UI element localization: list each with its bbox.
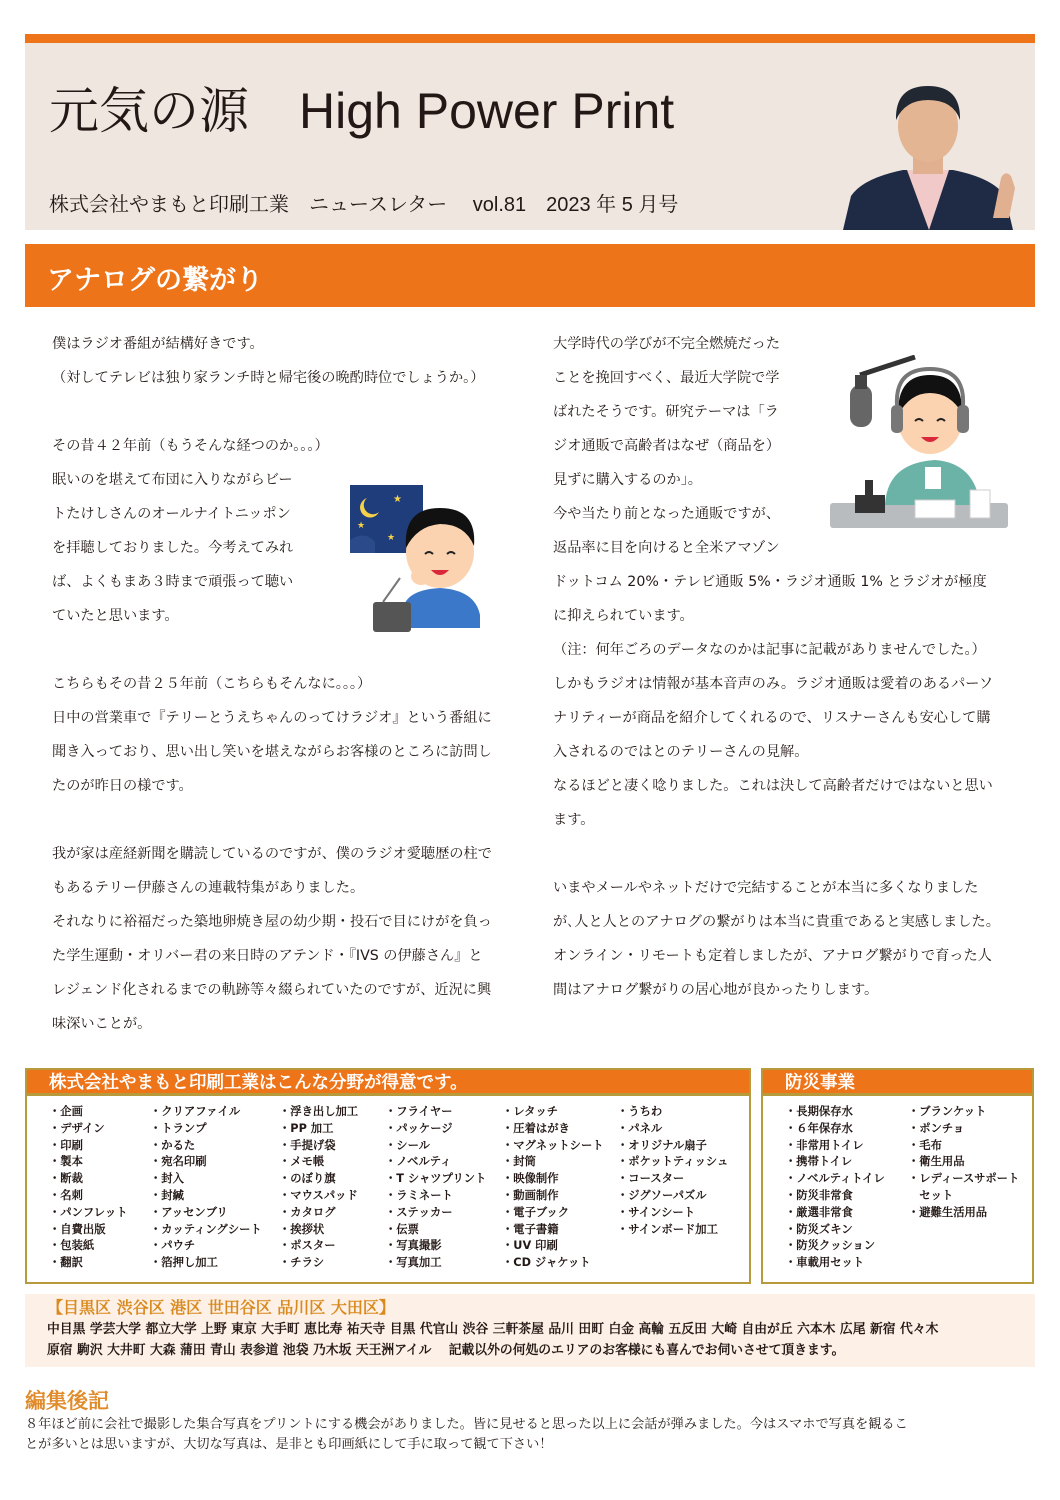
service-item: ・電子書籍: [502, 1222, 559, 1236]
service-item: ・PP 加工: [279, 1121, 334, 1135]
service-item: ・ポスター: [279, 1239, 336, 1253]
article-line: 聞き入っており、思い出し笑いを堪えながらお客様のところに訪問し: [52, 744, 492, 760]
article-line: 入されるのではとのテリーさんの見解。: [553, 744, 809, 760]
article-line: 日中の営業車で『テリーとうえちゃんのってけラジオ』という番組に: [52, 710, 492, 726]
bousai-item: ・レディースサポート: [908, 1172, 1020, 1186]
service-item: ・コースター: [617, 1172, 685, 1186]
article-headline-bar: [25, 244, 1035, 307]
article-line: トたけしさんのオールナイトニッポン: [52, 506, 291, 522]
article-headline: アナログの繋がり: [47, 265, 263, 296]
service-item: ・サインシート: [617, 1205, 696, 1219]
strengths-column: [502, 1104, 617, 1272]
service-item: ・箔押し加工: [150, 1256, 218, 1270]
postscript-title: 編集後記: [25, 1389, 109, 1413]
strengths-column: [617, 1104, 737, 1272]
bousai-column: [785, 1104, 908, 1272]
bousai-item: ・ブランケット: [908, 1105, 987, 1118]
postscript-line: ８年ほど前に会社で撮影した集合写真をプリントにする機会がありました。皆に見せると思った以上に会話が弾みました。今はスマホで写真を観るこ: [25, 1417, 908, 1432]
article-line: しかもラジオは情報が基本音声のみ。ラジオ通販は愛着のあるパーソ: [553, 676, 994, 692]
bousai-item: ・携帯トイレ: [785, 1155, 853, 1169]
service-item: ・ラミネート: [385, 1188, 453, 1202]
article-line: 味深いことが。: [52, 1016, 152, 1032]
article-line: ことを挽回すべく、最近大学院で学: [553, 370, 780, 386]
bousai-item: ・ノベルティトイレ: [785, 1172, 885, 1186]
service-item: ・カタログ: [279, 1205, 336, 1219]
service-item: ・断裁: [49, 1172, 83, 1186]
service-item: ・マウスパッド: [279, 1188, 358, 1202]
service-item: ・パウチ: [150, 1239, 196, 1253]
article-line: ばれたそうです。研究テーマは「ラ: [553, 404, 779, 420]
author-portrait-photo: [833, 78, 1023, 230]
article-line: オンライン・リモートも定着しましたが、アナログ繋がりで育った人: [553, 948, 992, 964]
bousai-item: ・６年保存水: [785, 1121, 853, 1135]
article-line: それなりに裕福だった築地卵焼き屋の幼少期・投石で目にけがを負っ: [52, 914, 492, 930]
service-area-title: 【目黒区 渋谷区 港区 世田谷区 品川区 大田区】: [47, 1298, 395, 1317]
service-item: ・浮き出し加工: [279, 1105, 359, 1118]
top-accent-bar: [25, 34, 1035, 43]
service-item: ・シール: [385, 1138, 430, 1152]
boy-listening-radio-illustration: [345, 480, 490, 640]
strengths-column: [385, 1104, 502, 1272]
bousai-item: ・ポンチョ: [908, 1121, 965, 1135]
strengths-column: [279, 1104, 385, 1272]
service-item: ・自費出版: [49, 1222, 106, 1236]
article-line: 返品率に目を向けると全米アマゾン: [553, 540, 780, 556]
service-item: ・写真撮影: [385, 1239, 442, 1253]
service-item: ・封筒: [502, 1155, 536, 1169]
bousai-item: ・防災クッション: [785, 1239, 876, 1253]
article-line: [52, 803, 522, 837]
service-area-box: [25, 1294, 1035, 1367]
strengths-box: [25, 1068, 751, 1284]
service-item: ・チラシ: [279, 1256, 325, 1270]
postscript-body: [25, 1415, 1035, 1455]
service-item: ・封緘: [150, 1188, 184, 1202]
bousai-item: ・毛布: [908, 1138, 942, 1152]
article-line: ナリティーが商品を紹介してくれるので、リスナーさんも安心して購: [553, 710, 991, 726]
article-line: [52, 395, 522, 429]
service-item: ・包装紙: [49, 1239, 95, 1253]
article-line: レジェンド化されるまでの軌跡等々綴られていたのですが、近況に興: [52, 982, 492, 998]
service-item: ・伝票: [385, 1222, 419, 1236]
service-item: ・フライヤー: [385, 1105, 453, 1118]
article-line: なるほどと凄く唸りました。これは決して高齢者だけではないと思い: [553, 778, 993, 794]
bousai-item: ・防災非常食: [785, 1188, 853, 1202]
article-line: 眠いのを堪えて布団に入りながらビー: [52, 472, 293, 488]
service-item: ・企画: [49, 1105, 83, 1118]
bousai-item: ・非常用トイレ: [785, 1138, 864, 1152]
article-line: が､人と人とのアナログの繋がりは本当に貴重であると実感しました。: [553, 914, 1000, 930]
masthead: [25, 43, 1035, 230]
article-line: に抑えられています。: [553, 608, 694, 624]
service-item: ・うちわ: [617, 1105, 663, 1118]
service-item: ・ジグソーパズル: [617, 1188, 707, 1202]
service-item: ・写真加工: [385, 1256, 442, 1270]
article-line: た学生運動・オリバー君の来日時のアテンド・『IVS の伊藤さん』と: [52, 948, 483, 964]
bousai-column: [908, 1104, 1028, 1272]
service-item: ・宛名印刷: [150, 1155, 207, 1169]
bousai-item: ・防災ズキン: [785, 1222, 853, 1236]
service-item: ・封入: [150, 1172, 184, 1186]
bousai-item: ・長期保存水: [785, 1105, 853, 1118]
service-item: ・UV 印刷: [502, 1239, 558, 1253]
strengths-column: [150, 1104, 279, 1272]
article-line: 大学時代の学びが不完全燃焼だった: [553, 336, 781, 352]
service-item: ・映像制作: [502, 1172, 559, 1186]
service-item: ・翻訳: [49, 1256, 83, 1270]
article-line: 見ずに購入するのか」。: [553, 472, 702, 488]
service-item: ・手提げ袋: [279, 1138, 336, 1152]
service-item: ・デザイン: [49, 1121, 105, 1135]
bousai-item: ・衛生用品: [908, 1155, 965, 1169]
service-item: ・CD ジャケット: [502, 1256, 591, 1270]
article-line: 我が家は産経新聞を購読しているのですが、僕のラジオ愛聴歴の柱で: [52, 846, 492, 862]
service-area-line: 中目黒 学芸大学 都立大学 上野 東京 大手町 恵比寿 祐天寺 目黒 代官山 渋谷 三軒茶屋 品川 田町 白金 高輪 五反田 大崎 自由が丘 六本木 広尾 新宿 代々木: [47, 1322, 939, 1337]
article-left-column: [52, 327, 522, 1041]
article-line: （注：何年ごろのデータなのかは記事に記載がありませんでした。）: [553, 642, 986, 658]
service-item: ・レタッチ: [502, 1105, 559, 1118]
service-item: ・パネル: [617, 1121, 663, 1135]
service-item: ・圧着はがき: [502, 1121, 570, 1135]
service-item: ・クリアファイル: [150, 1105, 241, 1118]
radio-dj-illustration: [825, 355, 1010, 535]
article-line: こちらもその昔２５年前（こちらもそんなに。。。）: [52, 676, 372, 692]
service-item: ・オリジナル扇子: [617, 1138, 707, 1152]
newsletter-title: 元気の源 High Power Print: [49, 83, 675, 139]
article-line: 今や当たり前となった通販ですが、: [553, 506, 781, 522]
service-item: ・T シャツプリント: [385, 1172, 487, 1186]
article-line: その昔４２年前（もうそんな経つのか。。。）: [52, 438, 329, 454]
article-line: [553, 837, 1023, 871]
strengths-column: [49, 1104, 150, 1272]
article-line: 間はアナログ繋がりの居心地が良かったりします。: [553, 982, 879, 998]
service-item: ・電子ブック: [502, 1205, 569, 1219]
svg-text:★: ★: [387, 533, 396, 543]
service-item: ・パンフレット: [49, 1205, 128, 1219]
article-line: ば、よくもまあ３時まで頑張って聴い: [52, 574, 294, 590]
bousai-item: ・車載用セット: [785, 1256, 865, 1270]
service-item: ・トランプ: [150, 1121, 207, 1135]
svg-text:★: ★: [357, 521, 366, 531]
article-line: （対してテレビは独り家ランチ時と帰宅後の晩酌時位でしょうか。）: [52, 370, 485, 386]
service-item: ・ポケットティッシュ: [617, 1155, 729, 1169]
article-line: もあるテリー伊藤さんの連載特集がありました。: [52, 880, 365, 896]
service-item: ・動画制作: [502, 1188, 559, 1202]
service-item: ・製本: [49, 1155, 83, 1169]
service-item: ・アッセンブリ: [150, 1205, 228, 1219]
bousai-item: セット: [908, 1188, 954, 1202]
service-item: ・名刺: [49, 1188, 83, 1202]
service-item: ・カッティングシート: [150, 1222, 262, 1236]
postscript-line: とが多いとは思いますが、大切な写真は、是非とも印画紙にして手に取って観て下さい！: [25, 1437, 553, 1452]
article-line: ドットコム 20%・テレビ通販 5%・ラジオ通販 1% とラジオが極度: [553, 574, 987, 590]
service-item: ・のぼり旗: [279, 1172, 336, 1186]
article-line: ていたと思います。: [52, 608, 179, 624]
article-line: 僕はラジオ番組が結構好きです。: [52, 336, 264, 352]
service-item: ・ステッカー: [385, 1205, 453, 1219]
service-item: ・パッケージ: [385, 1121, 453, 1135]
service-item: ・メモ帳: [279, 1155, 325, 1169]
bousai-item: ・厳選非常食: [785, 1205, 853, 1219]
disaster-prevention-box: [761, 1068, 1034, 1284]
service-area-line: 原宿 駒沢 大井町 大森 蒲田 青山 表参道 池袋 乃木坂 天王洲アイル 記載以外の何処のエリアのお客様にも喜んでお伺いさせて頂きます。: [47, 1343, 845, 1358]
article-line: ます。: [553, 812, 595, 828]
svg-text:★: ★: [393, 494, 402, 505]
service-item: ・印刷: [49, 1138, 83, 1152]
article-line: いまやメールやネットだけで完結することが本当に多くなりました: [553, 880, 979, 896]
article-line: ジオ通販で高齢者はなぜ（商品を）: [553, 438, 781, 454]
bousai-item: ・避難生活用品: [908, 1205, 988, 1219]
article-line: を拝聴しておりました。今考えてみれ: [52, 540, 294, 556]
service-item: ・ノベルティ: [385, 1155, 452, 1169]
disaster-prevention-title: 防災事業: [763, 1070, 1032, 1096]
newsletter-subtitle: 株式会社やまもと印刷工業 ニュースレター vol.81 2023 年 5 月号: [49, 194, 679, 216]
strengths-title: 株式会社やまもと印刷工業はこんな分野が得意です。: [27, 1070, 749, 1096]
article-line: たのが昨日の様です。: [52, 778, 193, 794]
service-item: ・サインボード加工: [617, 1222, 718, 1236]
service-item: ・挨拶状: [279, 1222, 325, 1236]
service-item: ・マグネットシート: [502, 1138, 604, 1152]
service-item: ・かるた: [150, 1138, 196, 1152]
